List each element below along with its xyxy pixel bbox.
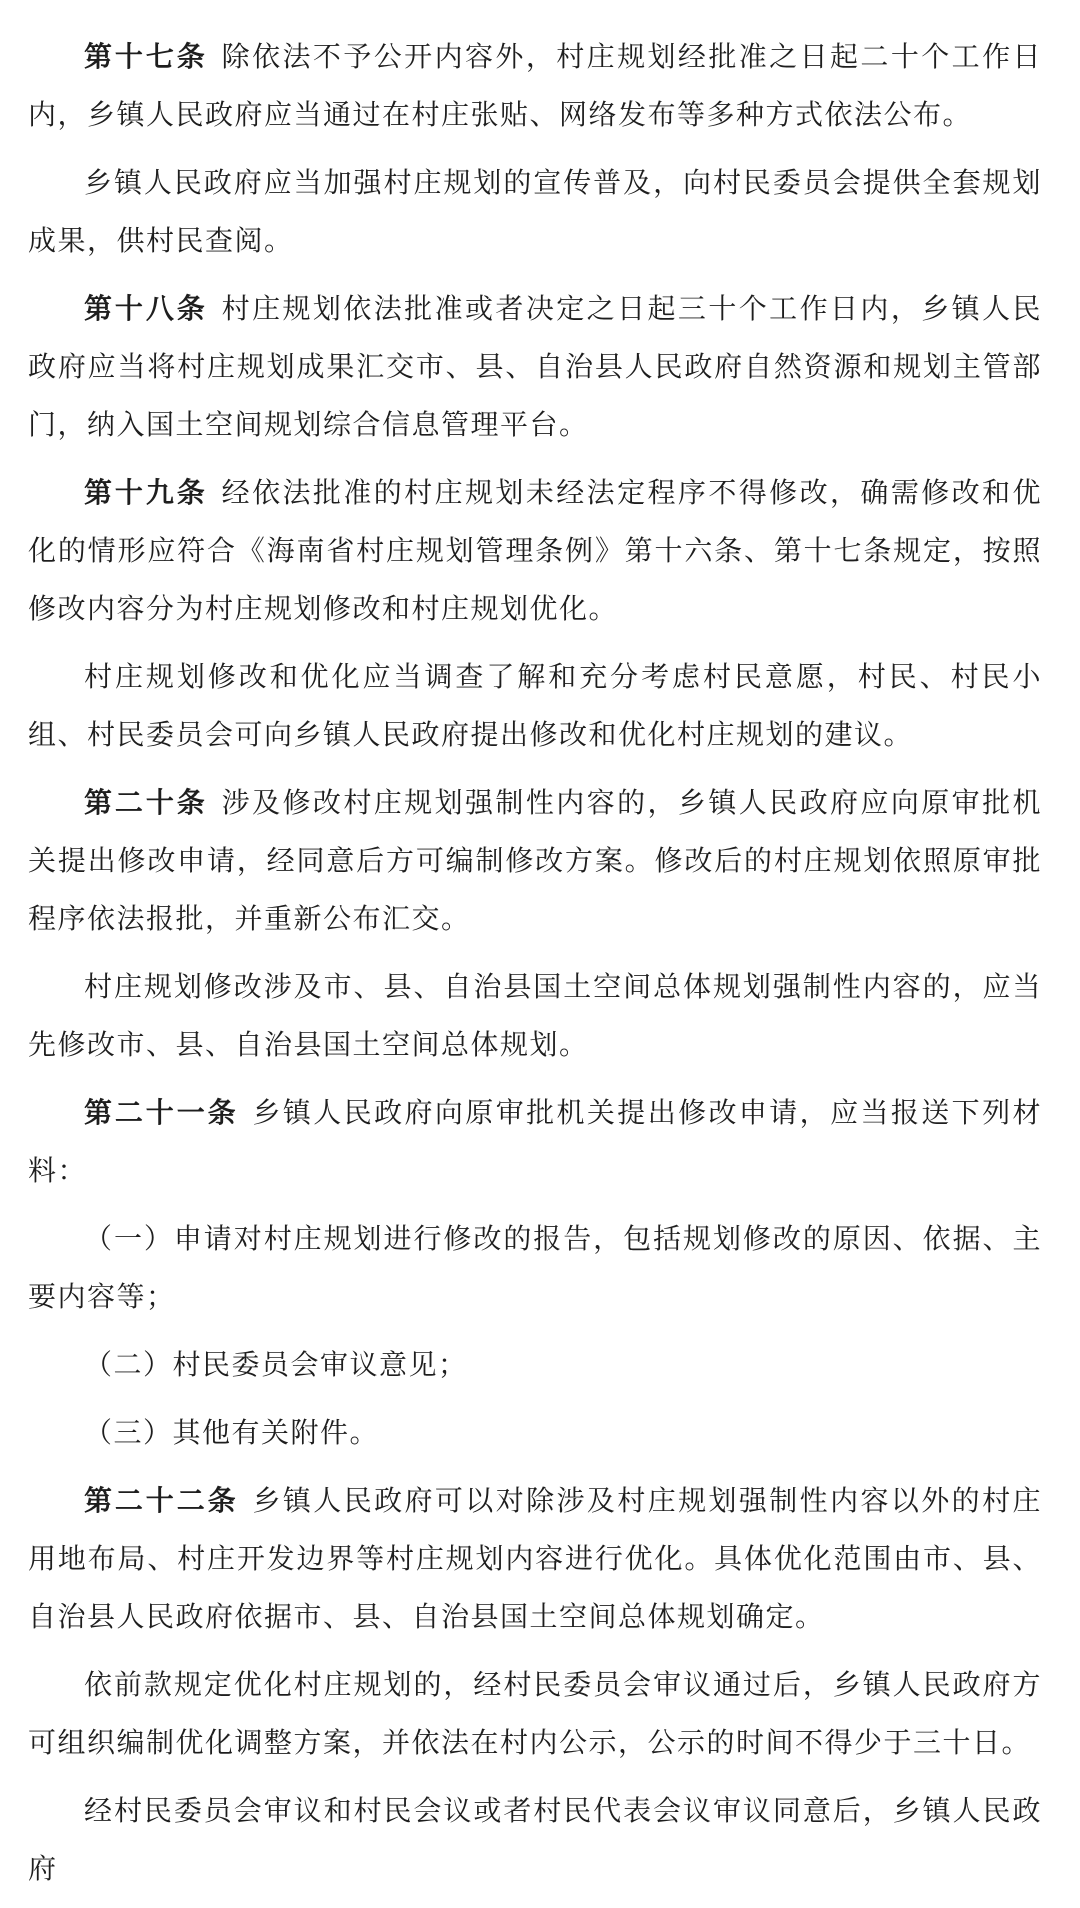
article-17: [28, 28, 1042, 144]
article-number: 第十七条: [84, 40, 208, 73]
paragraph-text: 乡镇人民政府可以对除涉及村庄规划强制性内容以外的村庄用地布局、村庄开发边界等村庄规划内容进行优化。具体优化范围由市、县、自治县人民政府依据市、县、自治县国土空间总体规划确定。: [28, 1484, 1042, 1633]
document-page: [28, 28, 1042, 1908]
article-number: 第十九条: [84, 476, 208, 509]
article-18: [28, 280, 1042, 454]
article-20: [28, 774, 1042, 948]
article-number: 第十八条: [84, 292, 208, 325]
paragraph: [28, 958, 1042, 1074]
paragraph-text: 经村民委员会审议和村民会议或者村民代表会议审议同意后，乡镇人民政府: [28, 1794, 1042, 1885]
article-21: [28, 1084, 1042, 1200]
paragraph-text: 村庄规划依法批准或者决定之日起三十个工作日内，乡镇人民政府应当将村庄规划成果汇交市、县、自治县人民政府自然资源和规划主管部门，纳入国土空间规划综合信息管理平台。: [28, 292, 1042, 441]
paragraph: [28, 1656, 1042, 1772]
paragraph: [28, 154, 1042, 270]
article-number: 第二十二条: [84, 1484, 239, 1517]
list-item: [28, 1336, 1042, 1394]
paragraph-text: （一）申请对村庄规划进行修改的报告，包括规划修改的原因、依据、主要内容等；: [28, 1222, 1042, 1313]
paragraph-text: （三）其他有关附件。: [84, 1416, 380, 1449]
article-number: 第二十一条: [84, 1096, 239, 1129]
paragraph-text: 乡镇人民政府应当加强村庄规划的宣传普及，向村民委员会提供全套规划成果，供村民查阅。: [28, 166, 1042, 257]
paragraph-text: 依前款规定优化村庄规划的，经村民委员会审议通过后，乡镇人民政府方可组织编制优化调整方案，并依法在村内公示，公示的时间不得少于三十日。: [28, 1668, 1042, 1759]
paragraph: [28, 1782, 1042, 1898]
article-number: 第二十条: [84, 786, 208, 819]
paragraph-text: （二）村民委员会审议意见；: [84, 1348, 468, 1381]
paragraph-text: 村庄规划修改和优化应当调查了解和充分考虑村民意愿，村民、村民小组、村民委员会可向乡镇人民政府提出修改和优化村庄规划的建议。: [28, 660, 1042, 751]
paragraph-text: 经依法批准的村庄规划未经法定程序不得修改，确需修改和优化的情形应符合《海南省村庄规划管理条例》第十六条、第十七条规定，按照修改内容分为村庄规划修改和村庄规划优化。: [28, 476, 1042, 625]
paragraph-text: 除依法不予公开内容外，村庄规划经批准之日起二十个工作日内，乡镇人民政府应当通过在村庄张贴、网络发布等多种方式依法公布。: [28, 40, 1042, 131]
list-item: [28, 1404, 1042, 1462]
article-22: [28, 1472, 1042, 1646]
paragraph-text: 乡镇人民政府向原审批机关提出修改申请，应当报送下列材料：: [28, 1096, 1042, 1187]
list-item: [28, 1210, 1042, 1326]
paragraph-text: 村庄规划修改涉及市、县、自治县国土空间总体规划强制性内容的，应当先修改市、县、自治县国土空间总体规划。: [28, 970, 1042, 1061]
article-19: [28, 464, 1042, 638]
paragraph-text: 涉及修改村庄规划强制性内容的，乡镇人民政府应向原审批机关提出修改申请，经同意后方可编制修改方案。修改后的村庄规划依照原审批程序依法报批，并重新公布汇交。: [28, 786, 1042, 935]
paragraph: [28, 648, 1042, 764]
